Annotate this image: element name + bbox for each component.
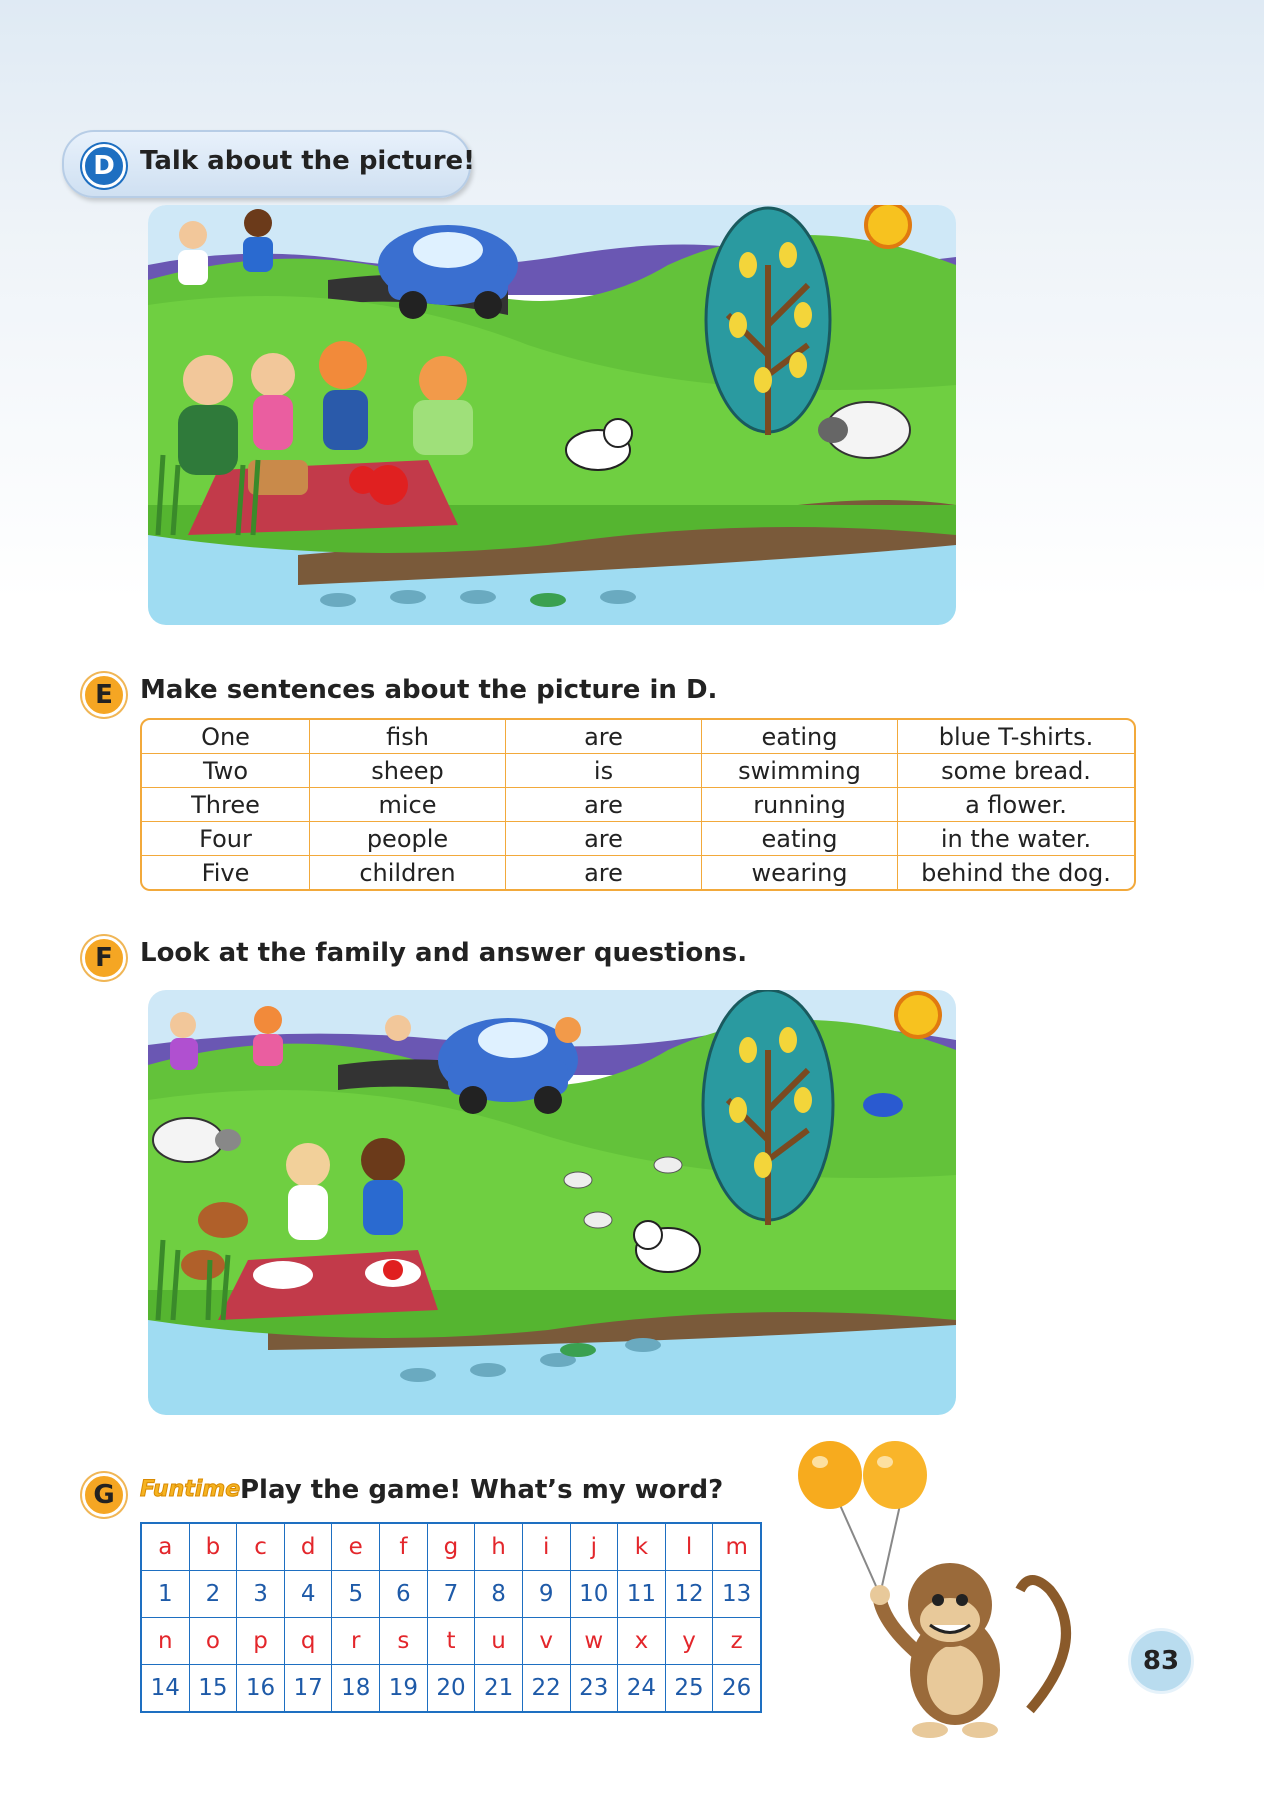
pear-tree: [703, 990, 833, 1225]
grid-number-cell: 25: [665, 1665, 713, 1713]
table-cell: Two: [142, 754, 310, 788]
grid-letter-cell: a: [141, 1523, 189, 1571]
table-row: [142, 822, 1134, 856]
grid-letter-cell: k: [618, 1523, 666, 1571]
table-cell: blue T-shirts.: [898, 720, 1134, 754]
table-cell: some bread.: [898, 754, 1134, 788]
grid-number-cell: 15: [189, 1665, 237, 1713]
table-cell: are: [506, 822, 702, 856]
table-cell: behind the dog.: [921, 858, 1111, 887]
table-cell: swimming: [702, 754, 898, 788]
grid-letter-cell: m: [713, 1523, 761, 1571]
grid-letter-cell: n: [141, 1618, 189, 1665]
section-g-badge: G: [82, 1473, 126, 1517]
grid-number-cell: 26: [713, 1665, 761, 1713]
table-row: [142, 754, 1134, 788]
grid-number-cell: 19: [380, 1665, 428, 1713]
grid-number-cell: 6: [380, 1571, 428, 1618]
table-cell: Five: [142, 856, 310, 889]
grid-letter-cell: l: [665, 1523, 713, 1571]
table-cell: are: [506, 720, 702, 754]
grid-letter-cell: u: [475, 1618, 523, 1665]
grid-number-cell: 7: [427, 1571, 475, 1618]
table-cell: eating: [702, 720, 898, 754]
grid-letter-cell: o: [189, 1618, 237, 1665]
monkey: [870, 1563, 1066, 1738]
grid-number-cell: 23: [570, 1665, 618, 1713]
sentence-table: [140, 718, 1136, 891]
grid-number-cell: 13: [713, 1571, 761, 1618]
grid-letter-cell: x: [618, 1618, 666, 1665]
grid-number-cell: 12: [665, 1571, 713, 1618]
table-cell: sheep: [310, 754, 506, 788]
alphabet-code-grid: [140, 1522, 762, 1713]
grid-number-cell: 24: [618, 1665, 666, 1713]
grid-letter-cell: v: [522, 1618, 570, 1665]
grid-letter-cell: i: [522, 1523, 570, 1571]
section-e-title: Make sentences about the picture in D.: [140, 675, 718, 705]
table-cell: are: [506, 788, 702, 822]
grid-number-cell: 3: [237, 1571, 285, 1618]
grid-letter-cell: h: [475, 1523, 523, 1571]
letters-row-1: [141, 1523, 761, 1571]
grid-letter-cell: w: [570, 1618, 618, 1665]
grid-letter-cell: z: [713, 1618, 761, 1665]
table-cell: in the water.: [898, 822, 1134, 856]
grid-number-cell: 5: [332, 1571, 380, 1618]
grid-number-cell: 16: [237, 1665, 285, 1713]
table-cell: mice: [310, 788, 506, 822]
grid-letter-cell: q: [284, 1618, 332, 1665]
table-row: [142, 788, 1134, 822]
numbers-row-2: [141, 1665, 761, 1713]
grid-number-cell: 8: [475, 1571, 523, 1618]
picnic-blanket: [218, 1250, 438, 1320]
grid-number-cell: 10: [570, 1571, 618, 1618]
grid-letter-cell: c: [237, 1523, 285, 1571]
grid-letter-cell: f: [380, 1523, 428, 1571]
grid-number-cell: 9: [522, 1571, 570, 1618]
bird: [863, 1093, 903, 1117]
grid-letter-cell: j: [570, 1523, 618, 1571]
monkey-with-balloons: [780, 1440, 1100, 1740]
table-row: [142, 720, 1134, 754]
section-f-title: Look at the family and answer questions.: [140, 938, 748, 968]
table-cell: wearing: [702, 856, 898, 889]
grid-letter-cell: p: [237, 1618, 285, 1665]
grid-letter-cell: e: [332, 1523, 380, 1571]
page-number: 83: [1128, 1628, 1194, 1694]
numbers-row-1: [141, 1571, 761, 1618]
table-cell: children: [310, 856, 506, 889]
grid-letter-cell: r: [332, 1618, 380, 1665]
table-row: [142, 856, 1134, 889]
table-cell: One: [142, 720, 310, 754]
letters-row-2: [141, 1618, 761, 1665]
table-cell: are: [506, 856, 702, 889]
table-cell: is: [506, 754, 702, 788]
grid-letter-cell: t: [427, 1618, 475, 1665]
table-cell: eating: [702, 822, 898, 856]
grid-number-cell: 4: [284, 1571, 332, 1618]
funtime-logo: Funtime: [140, 1477, 241, 1502]
section-g-title: Play the game! What’s my word?: [240, 1475, 724, 1505]
table-cell: Four: [142, 822, 310, 856]
picnic-illustration-d: [148, 205, 956, 625]
section-e-badge: E: [82, 673, 126, 717]
grid-number-cell: 22: [522, 1665, 570, 1713]
grid-number-cell: 1: [141, 1571, 189, 1618]
section-d-badge: D: [82, 144, 126, 188]
grid-number-cell: 20: [427, 1665, 475, 1713]
section-f-badge: F: [82, 936, 126, 980]
grid-letter-cell: d: [284, 1523, 332, 1571]
pear-tree: [706, 208, 830, 435]
table-cell: running: [702, 788, 898, 822]
sun: [896, 993, 940, 1037]
grid-number-cell: 18: [332, 1665, 380, 1713]
picnic-illustration-f: [148, 990, 956, 1415]
grid-letter-cell: y: [665, 1618, 713, 1665]
grid-number-cell: 14: [141, 1665, 189, 1713]
balloons: [798, 1441, 927, 1595]
grid-number-cell: 21: [475, 1665, 523, 1713]
sun: [866, 205, 910, 247]
grid-letter-cell: s: [380, 1618, 428, 1665]
table-cell: a flower.: [898, 788, 1134, 822]
grid-letter-cell: b: [189, 1523, 237, 1571]
table-cell: fish: [310, 720, 506, 754]
grid-number-cell: 11: [618, 1571, 666, 1618]
table-cell: Three: [142, 788, 310, 822]
grid-letter-cell: g: [427, 1523, 475, 1571]
grid-number-cell: 2: [189, 1571, 237, 1618]
section-d-title: Talk about the picture!: [140, 146, 476, 176]
grid-number-cell: 17: [284, 1665, 332, 1713]
table-cell: people: [310, 822, 506, 856]
